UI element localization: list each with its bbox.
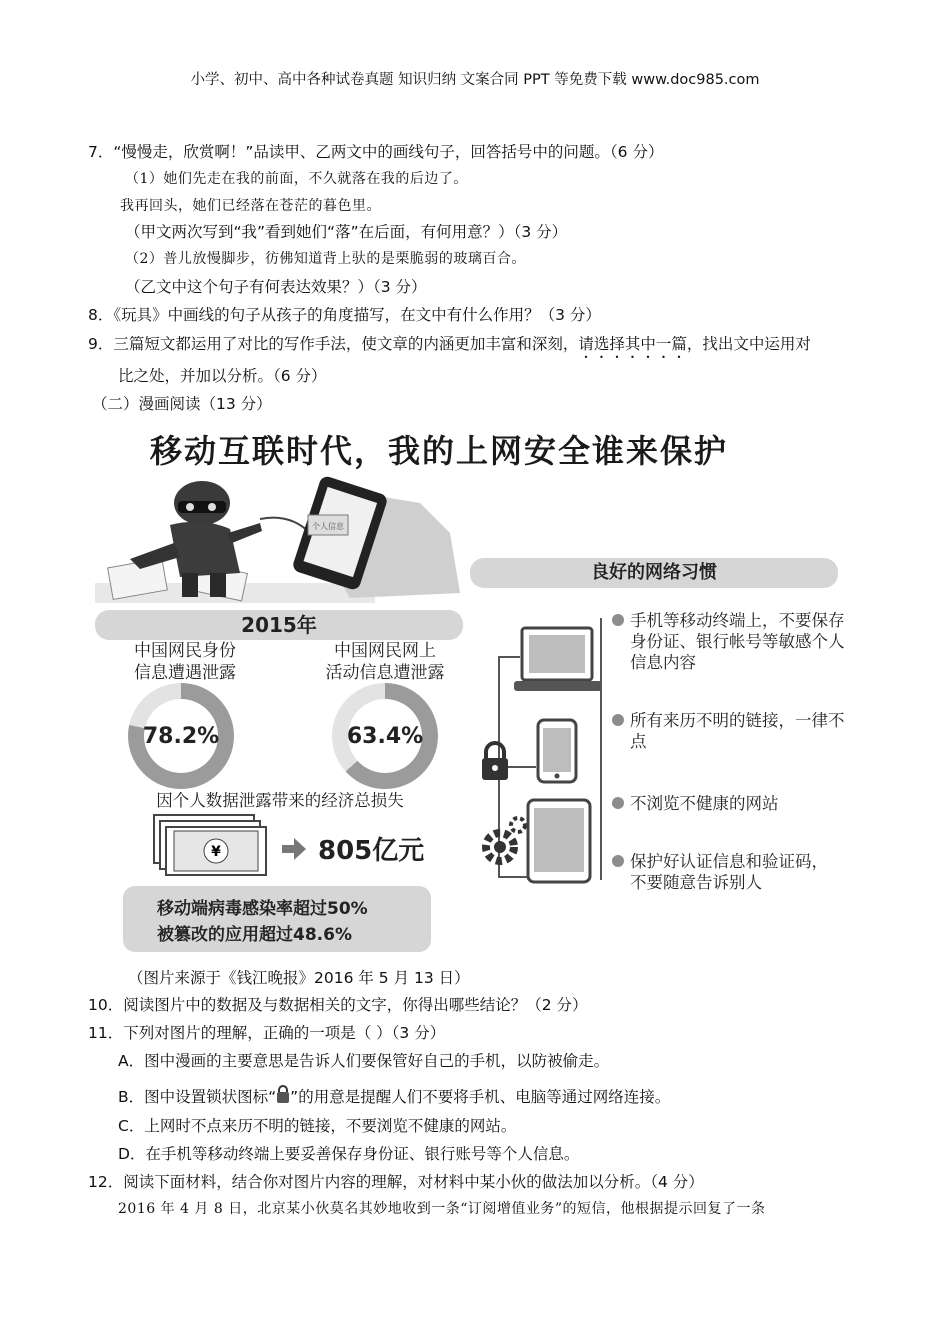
bullet-dot (612, 797, 624, 809)
stat-2-donut (332, 683, 438, 789)
virus-stats-box (123, 886, 431, 952)
habit-item (630, 710, 850, 752)
stat-1-label-line-2: 信息遭遇泄露 (134, 663, 236, 683)
question-9-pre: 9．三篇短文都运用了对比的写作手法，使文章的内涵更加丰富和深刻， (88, 335, 579, 353)
question-9-line-1 (88, 332, 811, 362)
bullet-dot (612, 714, 624, 726)
loss-value: 805亿元 (318, 836, 425, 866)
question-10: 10．阅读图片中的数据及与数据相关的文字，你得出哪些结论？（2 分） (88, 996, 588, 1014)
smartphone-icon (536, 718, 580, 786)
question-7-ask-2: （乙文中这个句子有何表达效果？）（3 分） (125, 278, 427, 296)
habit-text: 不浏览不健康的网站 (630, 794, 779, 813)
habits-title-band: 良好的网络习惯 (470, 558, 838, 588)
stat-1-label-line-1: 中国网民身份 (134, 641, 236, 661)
question-11-option-c: C．上网时不点来历不明的链接，不要浏览不健康的网站。 (118, 1117, 517, 1135)
gear-icon (478, 813, 530, 873)
question-11-option-a: A．图中漫画的主要意思是告诉人们要保管好自己的手机，以防被偷走。 (118, 1052, 610, 1070)
connector-branch (498, 876, 528, 878)
small-lock-icon (276, 1084, 290, 1104)
question-9-emphasis: 请选择其中一篇 (578, 335, 687, 353)
question-7-ask-1: （甲文两次写到“我”看到她们“落”在后面，有何用意？）（3 分） (125, 223, 568, 241)
page-header: 小学、初中、高中各种试卷真题 知识归纳 文案合同 PPT 等免费下载 www.doc985.com (190, 72, 760, 88)
infographic (90, 418, 850, 963)
bullet-dot (612, 855, 624, 867)
question-8: 8．《玩具》中画线的句子从孩子的角度描写，在文中有什么作用？（3 分） (88, 306, 601, 324)
habit-item (630, 793, 850, 814)
arrow-right-icon (282, 838, 308, 860)
tampered-apps-text: 被篡改的应用超过48.6% (157, 925, 352, 945)
stat-2-label-line-2: 活动信息遭泄露 (325, 663, 445, 683)
habit-text: 手机等移动终端上，不要保存身份证、银行帐号等敏感个人信息内容 (630, 611, 845, 672)
question-7-sentence-1b: 我再回头，她们已经落在苍茫的暮色里。 (120, 198, 381, 214)
loss-label: 因个人数据泄露带来的经济总损失 (156, 791, 404, 810)
stat-1-label (110, 640, 260, 684)
laptop-icon (514, 623, 604, 703)
question-7-stem: 7．“慢慢走，欣赏啊！”品读甲、乙两文中的画线句子，回答括号中的问题。（6 分） (88, 143, 664, 161)
svg-text:¥: ¥ (211, 844, 221, 860)
thief-phishing-illustration (90, 473, 470, 608)
phone-tag-text: 个人信息 (312, 522, 344, 531)
option-b-pre: B．图中设置锁状图标“ (118, 1088, 277, 1106)
money-stack-icon (152, 813, 272, 883)
stat-2-value: 63.4% (348, 699, 422, 773)
phone-in-hand (291, 475, 460, 598)
stat-1-value: 78.2% (144, 699, 218, 773)
stat-2-label (310, 640, 460, 684)
stat-1-donut (128, 683, 234, 789)
habit-item (630, 851, 840, 893)
habit-text: 所有来历不明的链接，一律不点 (630, 711, 845, 751)
lock-icon (480, 740, 510, 782)
section-2-title: （二）漫画阅读（13 分） (92, 395, 272, 413)
year-band: 2015年 (95, 610, 463, 640)
question-12-material: 2016 年 4 月 8 日，北京某小伙莫名其妙地收到一条“订阅增值业务”的短信，他根据提示回复了一条 (118, 1201, 766, 1217)
question-12-stem: 12．阅读下面材料，结合你对图片内容的理解，对材料中某小伙的做法加以分析。（4 分） (88, 1173, 704, 1191)
question-7-sentence-2: （2）普儿放慢脚步，彷佛知道背上驮的是栗脆弱的玻璃百合。 (125, 251, 526, 267)
question-9-line-2: 比之处，并加以分析。（6 分） (118, 367, 327, 385)
question-11-stem: 11．下列对图片的理解，正确的一项是（ ）（3 分） (88, 1024, 446, 1042)
option-b-post: ”的用意是提醒人们不要将手机、电脑等通过网络连接。 (290, 1088, 671, 1106)
virus-rate-text: 移动端病毒感染率超过50% (157, 899, 368, 919)
question-11-option-b (118, 1084, 670, 1107)
bullet-dot (612, 614, 624, 626)
tablet-icon (526, 798, 592, 884)
question-9-post: ，找出文中运用对 (686, 335, 811, 353)
infographic-title: 移动互联时代，我的上网安全谁来保护 (150, 432, 729, 470)
image-source: （图片来源于《钱江晚报》2016 年 5 月 13 日） (128, 969, 470, 987)
habit-text: 保护好认证信息和验证码，不要随意告诉别人 (630, 852, 828, 892)
question-7-sentence-1: （1）她们先走在我的前面，不久就落在我的后边了。 (125, 171, 468, 187)
habit-item (630, 610, 850, 673)
question-11-option-d: D．在手机等移动终端上要妥善保存身份证、银行账号等个人信息。 (118, 1145, 580, 1163)
stat-2-label-line-1: 中国网民网上 (334, 641, 436, 661)
